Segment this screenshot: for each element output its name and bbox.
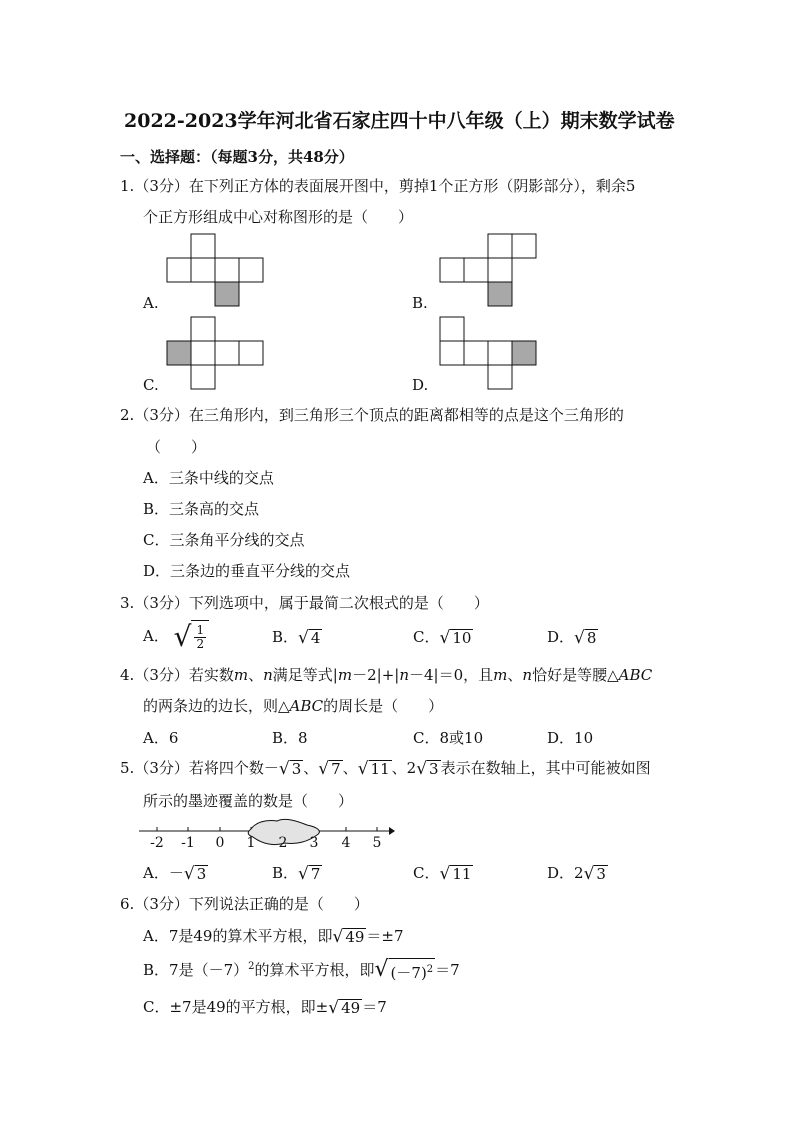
text: C．±7是49的平方根，即± (143, 998, 329, 1016)
option-text: C． (413, 864, 440, 882)
text: －2|+| (352, 666, 400, 684)
radicand: 49 (345, 928, 365, 946)
text: 的两条边的边长，则△ (143, 697, 290, 715)
separator: 、 (391, 759, 407, 777)
exponent: 2 (248, 961, 255, 972)
radicand: 4 (310, 629, 321, 647)
option-letter: A． (143, 627, 169, 645)
question-number: 4. (120, 666, 135, 684)
radicand: 8 (586, 629, 597, 647)
coefficient: 2 (406, 759, 417, 777)
arrow-head (389, 827, 395, 835)
sqrt-expression: √ $\frac{1}{2}$ (174, 620, 209, 654)
option-d (547, 862, 608, 883)
option-d: D．三条边的垂直平分线的交点 (143, 562, 351, 580)
sqrt-expression: √ $(-7)^2$ (374, 957, 434, 982)
axis-label: 2 (278, 835, 288, 851)
var-n: n (399, 666, 409, 684)
option-c (413, 862, 473, 883)
radicand: 3 (596, 865, 606, 883)
radicand: 7 (331, 760, 341, 778)
option-c: C．8或10 (413, 729, 484, 747)
text: －4|＝0，且 (409, 666, 494, 684)
var-m: m (233, 666, 249, 684)
text: 的算术平方根，即 (254, 961, 375, 979)
option-text: D．2 (547, 864, 584, 882)
axis-label: 4 (341, 835, 351, 851)
option-a (143, 925, 404, 946)
question-number: 2. (120, 406, 135, 424)
question-5-line-1 (120, 757, 651, 778)
option-d (547, 626, 598, 647)
section-heading: 一、选择题：（每题3分，共48分） (120, 148, 354, 166)
question-text: 下列选项中，属于最简二次根式的是（ ） (188, 594, 489, 612)
option-c: C．三条角平分线的交点 (143, 531, 305, 549)
option-a-label: A. (143, 294, 159, 312)
exponent: 2 (426, 964, 434, 975)
radicand: 11 (452, 865, 472, 883)
var-m: m (337, 666, 353, 684)
radicand: 49 (341, 999, 361, 1017)
var-n: n (263, 666, 273, 684)
option-b (272, 626, 322, 647)
number-line (137, 815, 399, 855)
text: 表示在数轴上，其中可能被如图 (440, 759, 651, 777)
question-text: 在三角形内，到三角形三个顶点的距离都相等的点是这个三角形的 (188, 406, 624, 424)
axis-label: 3 (309, 835, 319, 851)
text: B．7是（－7） (143, 961, 249, 979)
radicand: 3 (291, 760, 302, 778)
text: 、 (507, 666, 523, 684)
option-b (143, 958, 460, 984)
text: 的周长是（ ） (323, 697, 444, 715)
text: ＝±7 (366, 927, 404, 945)
axis-label: -2 (150, 835, 164, 851)
radicand: 3 (429, 760, 439, 778)
text: 、 (248, 666, 264, 684)
radicand: 7 (310, 865, 321, 883)
question-points: （3分） (134, 666, 189, 684)
separator: 、 (303, 759, 319, 777)
sqrt-expression: √ 11 (357, 759, 390, 779)
radicand: 3 (196, 865, 207, 883)
question-points: （3分） (134, 759, 189, 777)
option-a: A．6 (143, 729, 179, 747)
question-2-line-2: （ ） (146, 438, 207, 456)
option-d: D．10 (547, 729, 594, 747)
numerator: 1 (196, 623, 205, 637)
question-1-line-1 (120, 175, 635, 196)
net-figure-c (167, 317, 267, 391)
question-points: （3分） (134, 594, 189, 612)
triangle-name: ABC (289, 697, 324, 715)
option-text: A．－ (143, 864, 184, 882)
question-points: （3分） (134, 895, 189, 913)
text: 恰好是等腰△ (532, 666, 619, 684)
option-b-label: B. (412, 294, 428, 312)
var-n: n (522, 666, 533, 684)
option-text: B． (272, 864, 299, 882)
sqrt-expression: √ 7 (298, 864, 321, 884)
page-title: 2022-2023学年河北省石家庄四十中八年级（上）期末数学试卷 (124, 110, 675, 132)
question-text: 在下列正方体的表面展开图中，剪掉1个正方形（阴影部分），剩余5 (188, 177, 636, 195)
question-6-line-1 (120, 893, 369, 914)
axis-label: 1 (246, 835, 256, 851)
question-1-line-2: 个正方形组成中心对称图形的是（ ） (143, 208, 414, 226)
question-3-line-1 (120, 592, 489, 613)
option-b: B．三条高的交点 (143, 500, 260, 518)
option-b: B．8 (272, 729, 308, 747)
option-a (143, 620, 209, 654)
separator: 、 (342, 759, 358, 777)
question-2-line-1 (120, 404, 624, 425)
net-figure-a (167, 234, 267, 308)
net-figure-d (440, 317, 540, 391)
sqrt-expression: √ 4 (298, 628, 321, 648)
text: ＝7 (435, 961, 460, 979)
option-letter: B． (272, 628, 299, 646)
radicand: 11 (370, 760, 390, 778)
option-a (143, 862, 208, 883)
axis-label: -1 (181, 835, 195, 851)
radicand: 10 (452, 629, 472, 647)
option-letter: C． (413, 628, 440, 646)
sqrt-expression: √ 7 (318, 759, 341, 779)
denominator: 2 (196, 637, 205, 651)
text: ＝7 (362, 998, 387, 1016)
question-number: 5. (120, 759, 135, 777)
sqrt-expression: √ 3 (583, 864, 606, 884)
option-c-label: C. (143, 376, 159, 394)
question-number: 1. (120, 177, 135, 195)
sqrt-expression: √ 49 (332, 927, 365, 947)
text: A．7是49的算术平方根，即 (143, 927, 333, 945)
sqrt-expression: √ 3 (278, 759, 302, 779)
radicand: (－7) (390, 964, 427, 982)
question-4-line-2 (143, 695, 443, 716)
text: 若实数 (188, 666, 234, 684)
var-m: m (493, 666, 508, 684)
text: 若将四个数－ (188, 759, 279, 777)
sqrt-expression: √ 3 (416, 759, 439, 779)
option-letter: D． (547, 628, 575, 646)
question-number: 3. (120, 594, 135, 612)
question-points: （3分） (134, 177, 189, 195)
option-a: A．三条中线的交点 (143, 469, 274, 487)
question-number: 6. (120, 895, 135, 913)
question-text: 下列说法正确的是（ ） (188, 895, 369, 913)
triangle-name: ABC (618, 666, 653, 684)
option-d-label: D. (412, 376, 429, 394)
sqrt-expression: √ 10 (439, 628, 472, 648)
option-c (143, 996, 387, 1017)
text: 满足等式| (272, 666, 338, 684)
question-5-line-2: 所示的墨迹覆盖的数是（ ） (143, 792, 354, 810)
option-c (413, 626, 473, 647)
question-4-line-1 (120, 664, 652, 685)
sqrt-expression: √ 49 (328, 998, 361, 1018)
net-figure-b (440, 234, 540, 308)
axis-label: 5 (372, 835, 382, 851)
axis-label: 0 (215, 835, 225, 851)
sqrt-expression: √ 3 (183, 864, 207, 884)
sqrt-expression: √ 8 (574, 628, 597, 648)
sqrt-expression: √ 11 (439, 864, 472, 884)
option-b (272, 862, 322, 883)
question-points: （3分） (134, 406, 189, 424)
